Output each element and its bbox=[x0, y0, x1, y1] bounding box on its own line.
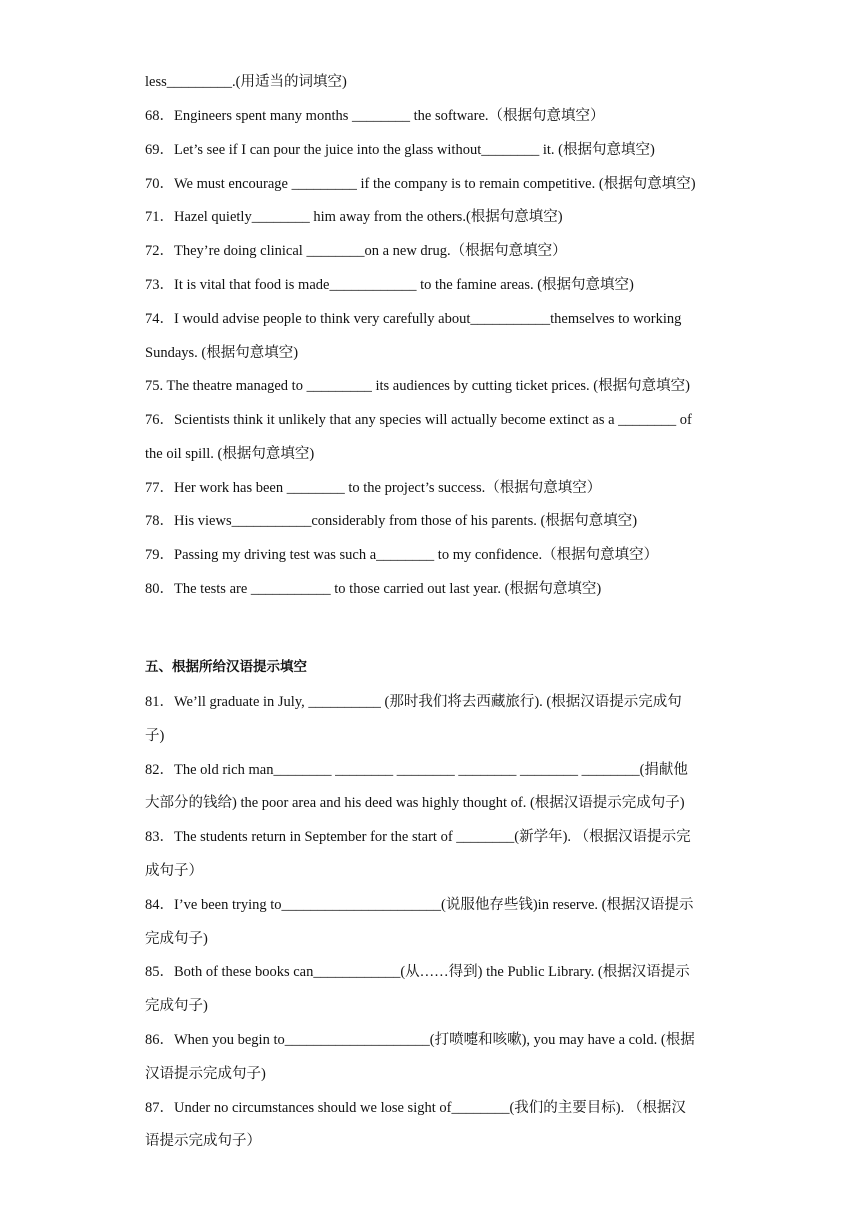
question-79: 79．Passing my driving test was such a________ to my confidence.（根据句意填空） bbox=[145, 547, 659, 563]
question-80: 80．The tests are ___________ to those carried out last year. (根据句意填空) bbox=[145, 581, 602, 597]
question-85-cont: 完成句子) bbox=[145, 998, 208, 1014]
question-76: 76．Scientists think it unlikely that any species will actually become extinct as a ________ of bbox=[145, 412, 692, 428]
question-81: 81．We’ll graduate in July, __________ (那时我们将去西藏旅行). (根据汉语提示完成句 bbox=[145, 694, 682, 710]
question-78: 78．His views___________considerably from those of his parents. (根据句意填空) bbox=[145, 513, 638, 529]
text-line: less_________.(用适当的词填空) bbox=[145, 74, 347, 90]
question-74: 74．I would advise people to think very carefully about___________themselves to working bbox=[145, 311, 682, 327]
question-69: 69．Let’s see if I can pour the juice into the glass without________ it. (根据句意填空) bbox=[145, 142, 655, 158]
question-86-cont: 汉语提示完成句子) bbox=[145, 1066, 266, 1082]
section-heading: 五、根据所给汉语提示填空 bbox=[145, 659, 307, 675]
question-84: 84．I’ve been trying to______________________(说服他存些钱)in reserve. (根据汉语提示 bbox=[145, 897, 694, 913]
question-82-cont: 大部分的钱给) the poor area and his deed was highly thought of. (根据汉语提示完成句子) bbox=[145, 795, 685, 811]
question-76-cont: the oil spill. (根据句意填空) bbox=[145, 446, 315, 462]
question-68: 68．Engineers spent many months ________ the software.（根据句意填空） bbox=[145, 108, 605, 124]
question-82: 82．The old rich man________ ________ ________ ________ ________ ________(捐献他 bbox=[145, 762, 688, 778]
question-73: 73．It is vital that food is made____________ to the famine areas. (根据句意填空) bbox=[145, 277, 634, 293]
question-77: 77．Her work has been ________ to the project’s success.（根据句意填空） bbox=[145, 480, 602, 496]
question-85: 85．Both of these books can____________(从……得到) the Public Library. (根据汉语提示 bbox=[145, 964, 690, 980]
question-87-cont: 语提示完成句子） bbox=[145, 1133, 261, 1149]
question-75: 75. The theatre managed to _________ its audiences by cutting ticket prices. (根据句意填空) bbox=[145, 378, 690, 394]
question-71: 71．Hazel quietly________ him away from the others.(根据句意填空) bbox=[145, 209, 563, 225]
question-84-cont: 完成句子) bbox=[145, 931, 208, 947]
question-83: 83．The students return in September for the start of ________(新学年). （根据汉语提示完 bbox=[145, 829, 691, 845]
question-70: 70．We must encourage _________ if the company is to remain competitive. (根据句意填空) bbox=[145, 176, 696, 192]
question-74-cont: Sundays. (根据句意填空) bbox=[145, 345, 299, 361]
question-87: 87．Under no circumstances should we lose sight of________(我们的主要目标). （根据汉 bbox=[145, 1100, 686, 1116]
question-72: 72．They’re doing clinical ________on a new drug.（根据句意填空） bbox=[145, 243, 567, 259]
question-83-cont: 成句子） bbox=[145, 863, 203, 879]
question-86: 86．When you begin to____________________(打喷嚏和咳嗽), you may have a cold. (根据 bbox=[145, 1032, 695, 1048]
question-81-cont: 子) bbox=[145, 728, 165, 744]
